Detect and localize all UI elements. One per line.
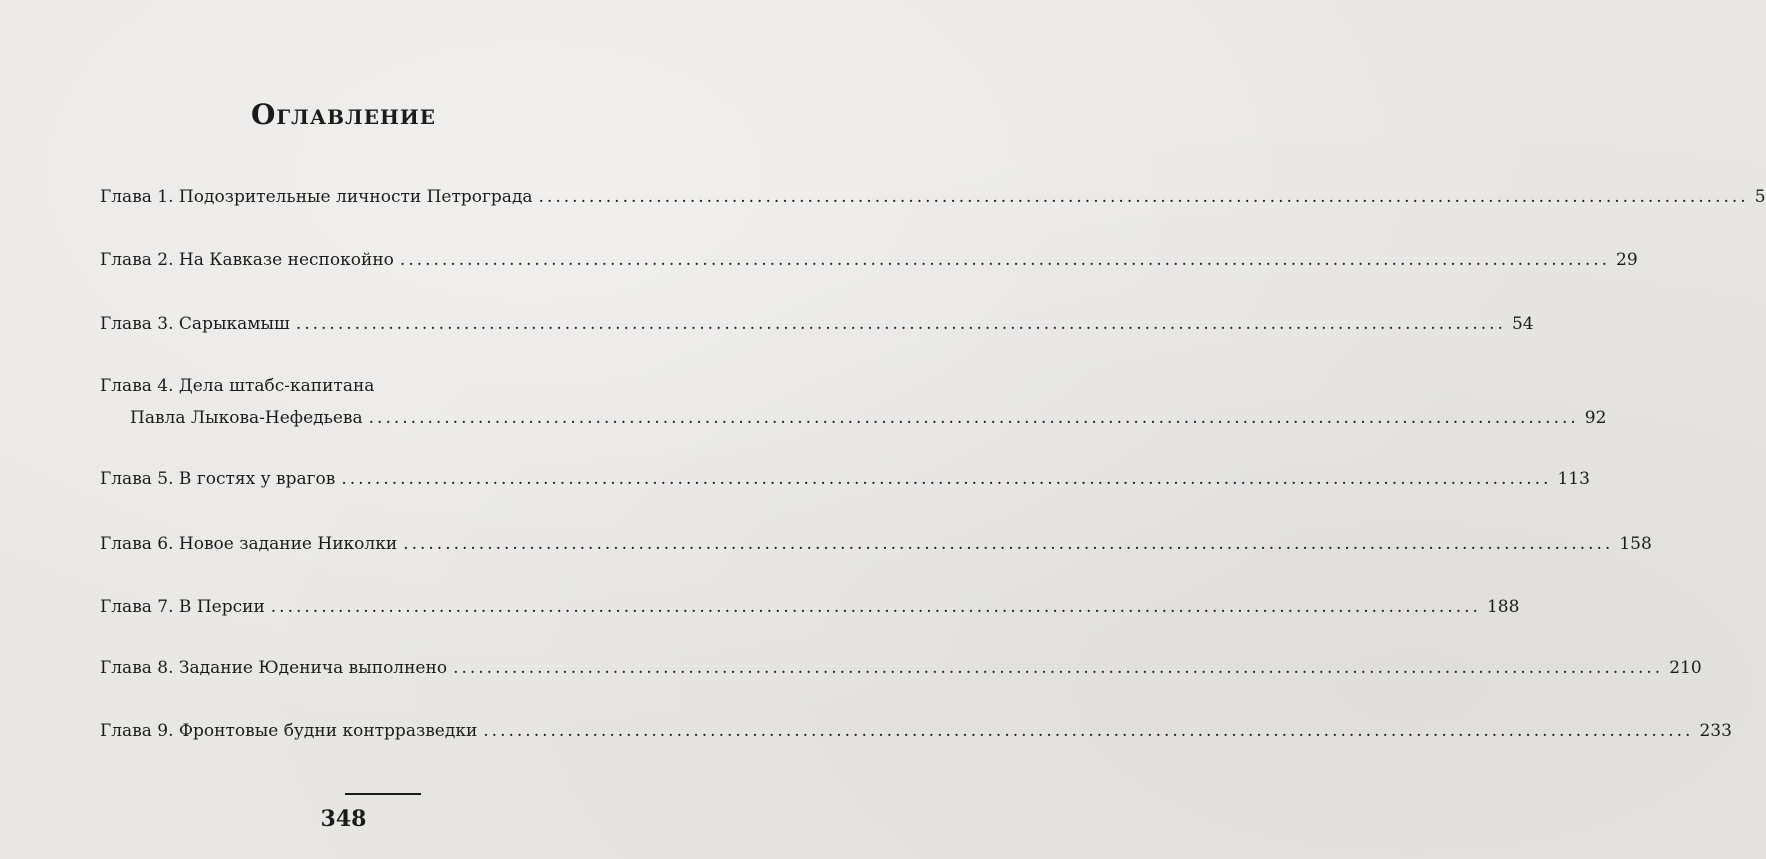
toc-entry-4[interactable] [100,375,1607,429]
page-number: 348 [320,806,367,832]
toc-entry-page: 233 [1699,721,1732,741]
toc-entry-label: Глава 6. Новое задание Николки [100,534,398,554]
toc-entry-7[interactable] [100,596,1520,618]
toc-entry-label: Глава 7. В Персии [100,597,265,617]
toc-entry-9[interactable] [100,720,1732,742]
toc-entry-label: Глава 1. Подозрительные личности Петрограда [100,187,533,207]
dot-leader [271,596,1481,618]
toc-entry-label: Глава 9. Фронтовые будни контрразведки [100,721,478,741]
dot-leader [341,468,1551,490]
toc-entry-5[interactable] [100,468,1590,490]
dot-leader [403,533,1613,555]
toc-entry-page: 5 [1754,187,1766,207]
toc-entry-page: 158 [1619,534,1652,554]
toc-entry-page: 54 [1511,314,1534,334]
toc-entry-page: 113 [1557,469,1590,489]
dot-leader [539,186,1749,208]
toc-entry-page: 92 [1584,408,1607,428]
toc-entry-2[interactable] [100,249,1638,271]
toc-entry-3[interactable] [100,313,1534,335]
dot-leader [483,720,1693,742]
toc-entry-6[interactable] [100,533,1652,555]
toc-entry-page: 188 [1486,597,1520,617]
page-title: Оглавление [250,98,437,131]
toc-entry-8[interactable] [100,657,1702,679]
toc-entry-label: Глава 8. Задание Юденича выполнено [100,658,448,678]
footer-rule [345,793,421,795]
toc-entry-page: 29 [1616,250,1638,270]
toc-entry-label: Глава 4. Дела штабс-капитана [100,376,375,396]
toc-entry-label: Глава 5. В гостях у врагов [100,469,336,489]
toc-entry-label: Глава 3. Сарыкамыш [100,314,290,334]
dot-leader [369,407,1579,429]
dot-leader [453,657,1663,679]
dot-leader [400,249,1610,271]
dot-leader [296,313,1506,335]
toc-entry-label-continued: Павла Лыкова-Нефедьева [130,408,363,428]
toc-entry-label: Глава 2. На Кавказе неспокойно [100,250,394,270]
toc-entry-page: 210 [1669,658,1702,678]
toc-entry-1[interactable] [100,186,1766,208]
